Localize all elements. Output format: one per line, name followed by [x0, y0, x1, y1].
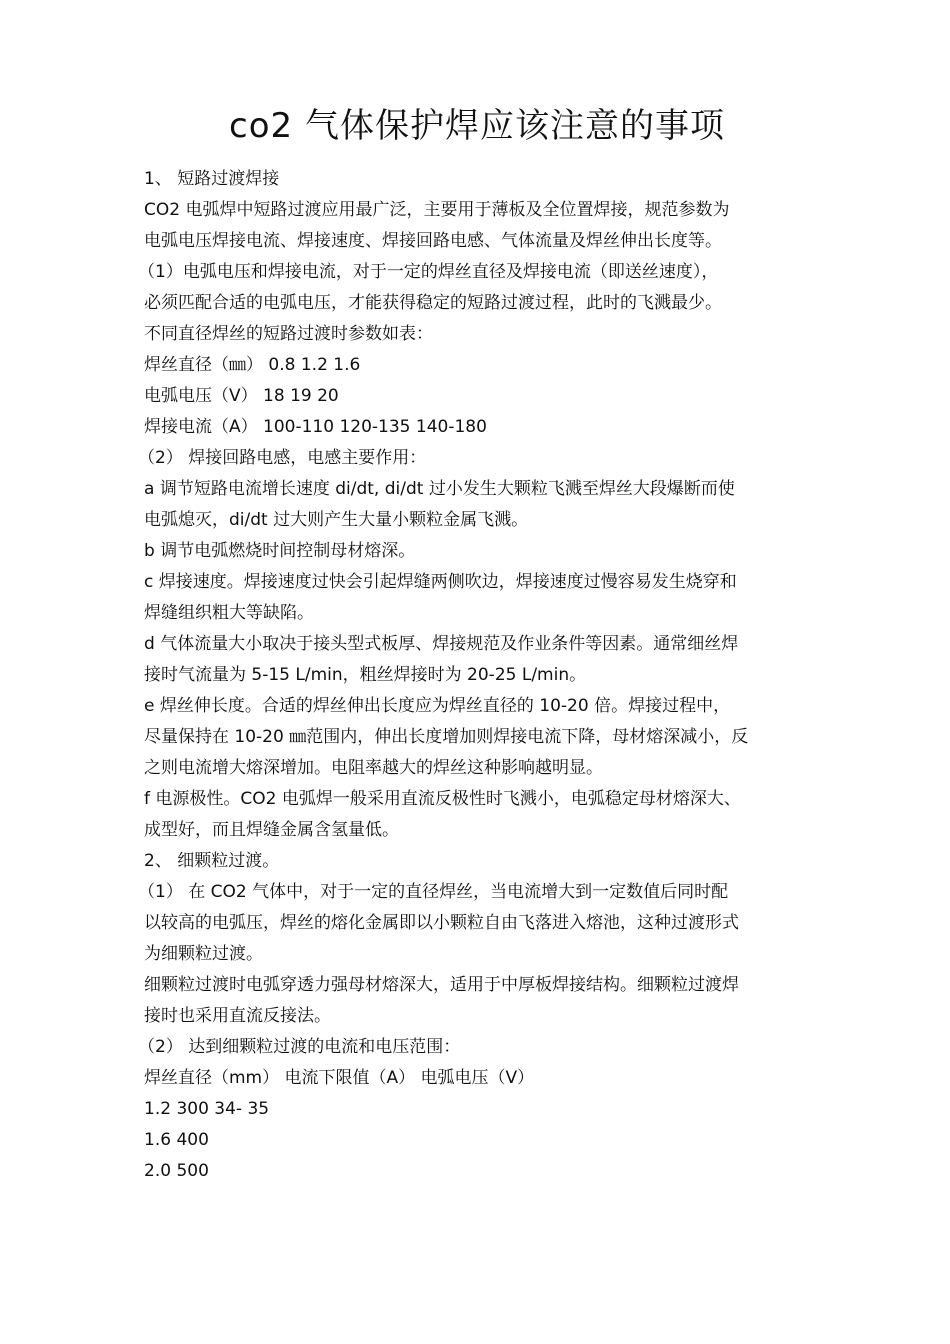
paragraph-line: 焊缝组织粗大等缺陷。	[144, 603, 314, 623]
list-item-a: a 调节短路电流增长速度 di/dt, di/dt 过小发生大颗粒飞溅至焊丝大段爆断而使	[144, 479, 735, 499]
paragraph-line: 以较高的电弧压，焊丝的熔化金属即以小颗粒自由飞落进入熔池，这种过渡形式	[144, 913, 739, 933]
paragraph-line: 细颗粒过渡时电弧穿透力强母材熔深大，适用于中厚板焊接结构。细颗粒过渡焊	[144, 975, 739, 995]
list-item-c: c 焊接速度。焊接速度过快会引起焊缝两侧吹边，焊接速度过慢容易发生烧穿和	[144, 572, 737, 592]
table-header-row: 焊丝直径（mm） 电流下限值（A） 电弧电压（V）	[144, 1068, 535, 1088]
list-item-e: e 焊丝伸长度。合适的焊丝伸出长度应为焊丝直径的 10-20 倍。焊接过程中，	[144, 696, 731, 716]
page-title: co2 气体保护焊应该注意的事项	[229, 106, 725, 146]
parameter-row-arc-voltage: 电弧电压（V） 18 19 20	[144, 386, 339, 406]
document-body	[138, 164, 810, 1187]
paragraph-line: 之则电流增大熔深增加。电阻率越大的焊丝这种影响越明显。	[144, 758, 603, 778]
list-item-d: d 气体流量大小取决于接头型式板厚、焊接规范及作业条件等因素。通常细丝焊	[144, 634, 739, 654]
paragraph-line: 为细颗粒过渡。	[144, 944, 263, 964]
paragraph-line: （1）电弧电压和焊接电流，对于一定的焊丝直径及焊接电流（即送丝速度），	[138, 262, 719, 282]
parameter-row-wire-diameter: 焊丝直径（㎜） 0.8 1.2 1.6	[144, 355, 361, 375]
table-row: 1.2 300 34- 35	[144, 1099, 270, 1119]
paragraph-line: 电弧电压焊接电流、焊接速度、焊接回路电感、气体流量及焊丝伸出长度等。	[144, 231, 722, 251]
paragraph-line: 不同直径焊丝的短路过渡时参数如表：	[144, 324, 433, 344]
parameter-row-welding-current: 焊接电流（A） 100-110 120-135 140-180	[144, 417, 487, 437]
paragraph-line: CO2 电弧焊中短路过渡应用最广泛，主要用于薄板及全位置焊接，规范参数为	[144, 200, 730, 220]
paragraph-line: 接时也采用直流反接法。	[144, 1006, 331, 1026]
list-item-b: b 调节电弧燃烧时间控制母材熔深。	[144, 541, 416, 561]
paragraph-line: （2） 焊接回路电感，电感主要作用：	[138, 448, 427, 468]
section-heading-short-circuit: 1、 短路过渡焊接	[144, 169, 280, 189]
list-item-f: f 电源极性。CO2 电弧焊一般采用直流反极性时飞溅小，电弧稳定母材熔深大、	[144, 789, 741, 809]
paragraph-line: 接时气流量为 5-15 L/min，粗丝焊接时为 20-25 L/min。	[144, 665, 587, 685]
paragraph-line: （2） 达到细颗粒过渡的电流和电压范围：	[138, 1037, 461, 1057]
table-row: 2.0 500	[144, 1161, 209, 1181]
paragraph-line: （1） 在 CO2 气体中，对于一定的直径焊丝，当电流增大到一定数值后同时配	[138, 882, 729, 902]
paragraph-line: 电弧熄灭，di/dt 过大则产生大量小颗粒金属飞溅。	[144, 510, 529, 530]
section-heading-fine-droplet: 2、 细颗粒过渡。	[144, 851, 280, 871]
table-row: 1.6 400	[144, 1130, 209, 1150]
paragraph-line: 成型好，而且焊缝金属含氢量低。	[144, 820, 399, 840]
paragraph-line: 必须匹配合适的电弧电压，才能获得稳定的短路过渡过程，此时的飞溅最少。	[144, 293, 722, 313]
paragraph-line: 尽量保持在 10-20 ㎜范围内，伸出长度增加则焊接电流下降，母材熔深减小，反	[144, 727, 749, 747]
